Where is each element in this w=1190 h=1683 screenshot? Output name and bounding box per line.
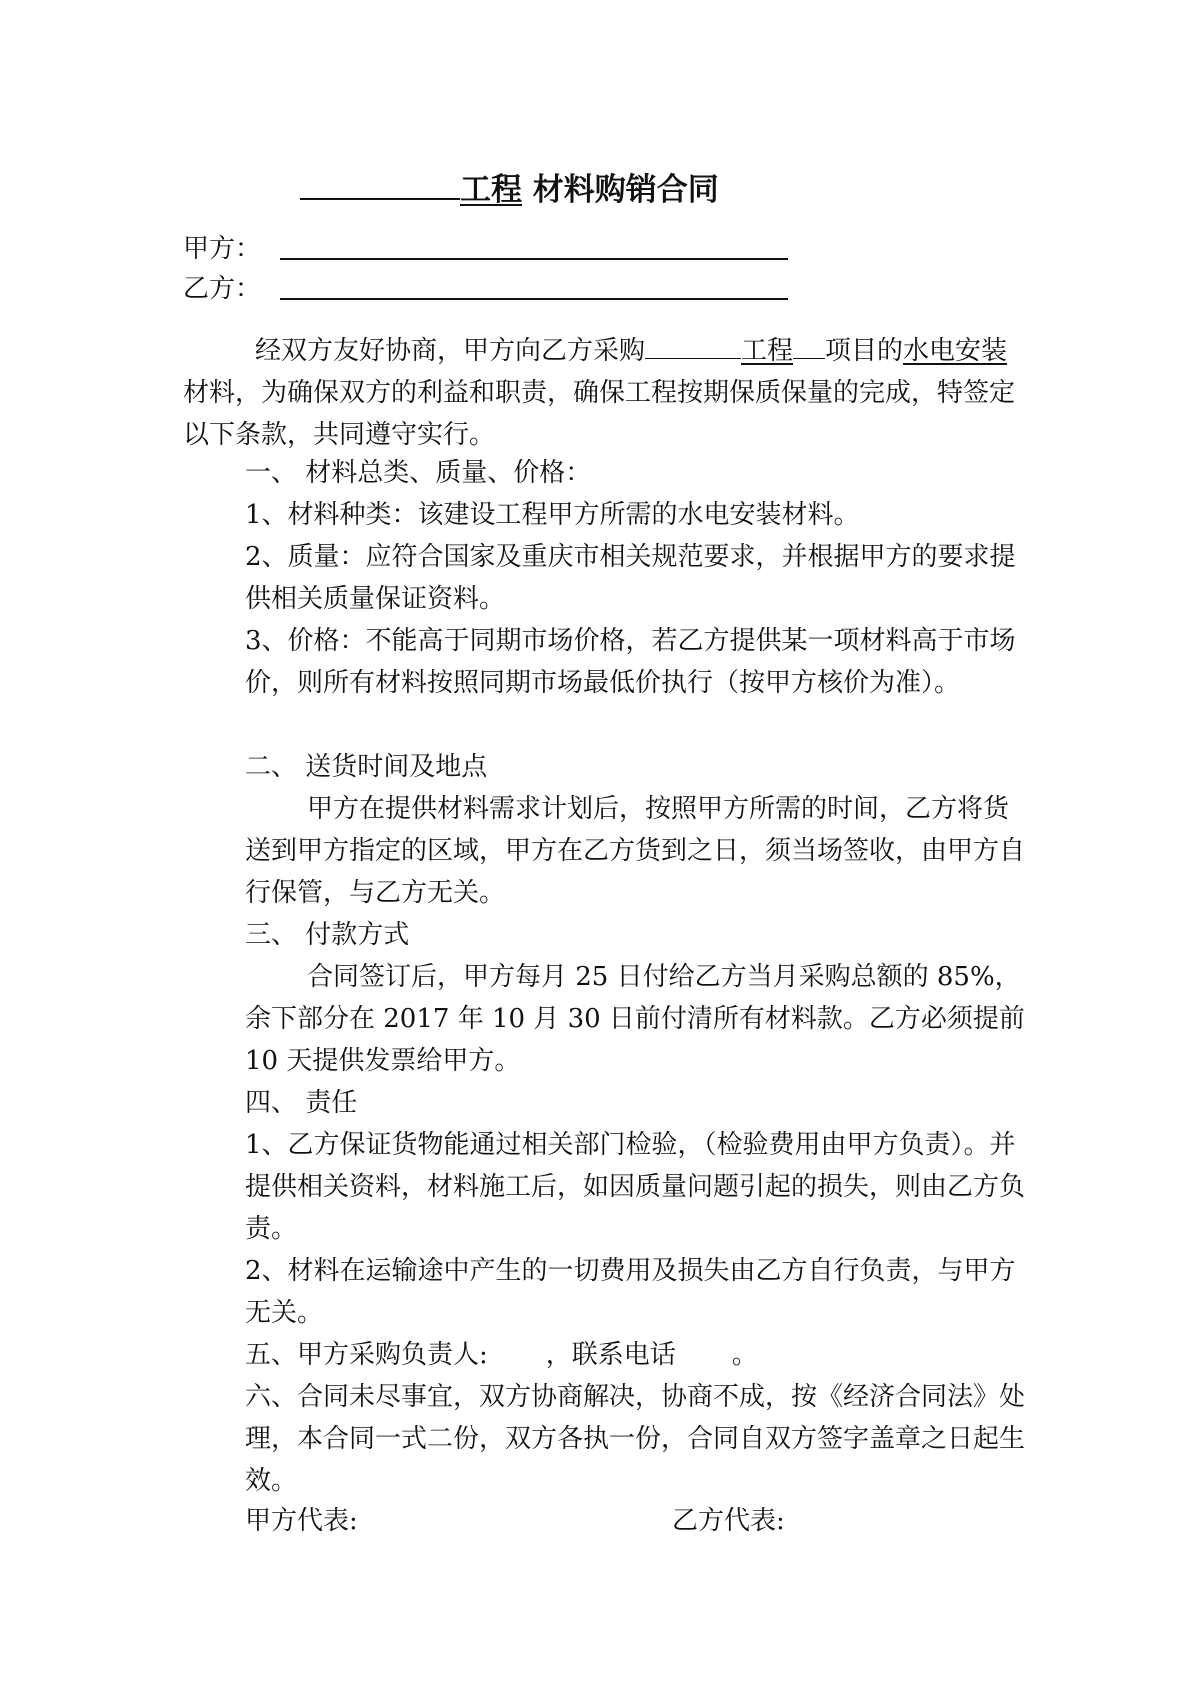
section-5-row <box>245 1334 1025 1376</box>
party-a-representative: 甲方代表: <box>245 1506 358 1536</box>
party-b-blank-line <box>280 298 788 300</box>
section-1-item-1: 1、材料种类：该建设工程甲方所需的水电安装材料。 <box>245 500 860 530</box>
project-name-blank <box>300 170 460 200</box>
intro-project-word: 工程 <box>741 336 794 366</box>
section-6-body: 六、合同未尽事宜，双方协商解决，协商不成，按《经济合同法》处理，本合同一式二份，双方各执一份，合同自双方签字盖章之日起生效。 <box>245 1382 1026 1496</box>
section-5-end: 。 <box>731 1340 758 1370</box>
party-b-representative: 乙方代表: <box>672 1506 785 1536</box>
intro-text-3: 材料，为确保双方的利益和职责，确保工程按期保质保量的完成，特签定以下条款，共同遵守实行。 <box>183 378 1016 450</box>
section-1-heading: 一、 材料总类、质量、价格： <box>245 458 592 488</box>
section-5-label: 五、甲方采购负责人: <box>245 1340 488 1370</box>
intro-project-blank <box>645 336 741 359</box>
section-1-item-3: 3、价格：不能高于同期市场价格，若乙方提供某一项材料高于市场价，则所有材料按照同期市场最低价执行（按甲方核价为准）。 <box>245 626 1016 698</box>
section-2-body: 甲方在提供材料需求计划后，按照甲方所需的时间，乙方将货送到甲方指定的区域，甲方在乙方货到之日，须当场签收，由甲方自行保管，与乙方无关。 <box>245 794 1026 908</box>
section-1-item-2: 2、质量：应符合国家及重庆市相关规范要求，并根据甲方的要求提供相关质量保证资料。 <box>245 542 1016 614</box>
title-text: 材料购销合同 <box>522 172 719 208</box>
intro-underlined-item: 水电安装 <box>903 336 1008 366</box>
party-a-blank-line <box>280 258 788 260</box>
section-2-heading: 二、 送货时间及地点 <box>245 752 488 782</box>
title-project-suffix: 工程 <box>460 172 522 208</box>
party-a-row <box>183 233 261 265</box>
section-4-item-2: 2、材料在运输途中产生的一切费用及损失由乙方自行负责，与甲方无关。 <box>245 1256 1016 1328</box>
section-3-heading: 三、 付款方式 <box>245 920 410 950</box>
contract-title <box>300 170 1000 210</box>
section-4-heading: 四、 责任 <box>245 1088 358 1118</box>
intro-text-1: 经双方友好协商，甲方向乙方采购 <box>255 336 646 366</box>
section-5-phone-label: ，联系电话 <box>545 1340 676 1370</box>
party-a-label: 甲方： <box>183 234 262 264</box>
intro-project-tail <box>793 336 825 359</box>
intro-paragraph <box>183 330 1023 456</box>
section-3-body: 合同签订后，甲方每月 25 日付给乙方当月采购总额的 85%，余下部分在 2017 年 10 月 30 日前付清所有材料款。乙方必须提前 10 天提供发票给甲方。 <box>245 962 1025 1076</box>
party-b-row <box>183 273 261 305</box>
party-b-label: 乙方： <box>183 274 262 304</box>
intro-text-2: 项目的 <box>825 336 904 366</box>
section-4-item-1: 1、乙方保证货物能通过相关部门检验，（检验费用由甲方负责）。并提供相关资料，材料施工后，如因质量问题引起的损失，则由乙方负责。 <box>245 1130 1026 1244</box>
